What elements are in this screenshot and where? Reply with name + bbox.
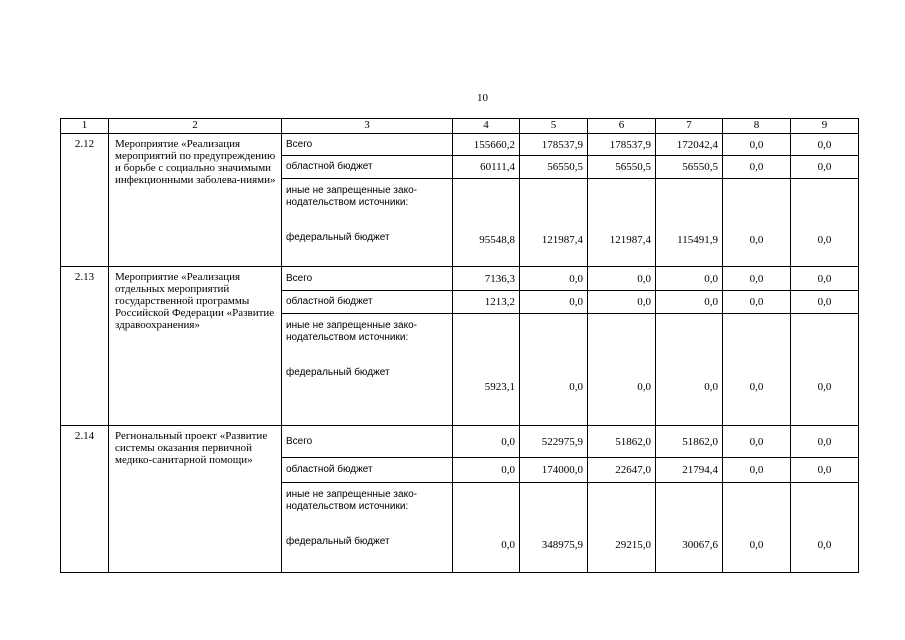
value-cell: 7136,3 <box>453 267 520 291</box>
value-cell: 0,0 <box>723 267 791 291</box>
value-cell: 348975,9 <box>520 483 588 573</box>
value-cell: 0,0 <box>791 179 859 267</box>
value-cell: 0,0 <box>723 314 791 426</box>
value-cell: 121987,4 <box>588 179 656 267</box>
value-cell: 51862,0 <box>656 426 723 458</box>
other-sources-label: иные не запрещенные зако-нодательством источники: <box>286 320 417 343</box>
measure-name: Мероприятие «Реализация отдельных мероприятий государственной программы Российской Федерации «Развитие здравоохранения» <box>109 267 282 426</box>
measure-id: 2.12 <box>61 134 109 267</box>
value-cell: 5923,1 <box>453 314 520 426</box>
measure-id: 2.13 <box>61 267 109 426</box>
federal-budget-label: федеральный бюджет <box>286 536 390 547</box>
value-cell: 178537,9 <box>520 134 588 156</box>
value-cell: 29215,0 <box>588 483 656 573</box>
value-cell: 0,0 <box>520 314 588 426</box>
source-label-regional: областной бюджет <box>282 458 453 483</box>
column-header: 7 <box>656 119 723 134</box>
federal-budget-label: федеральный бюджет <box>286 367 390 378</box>
value-cell: 0,0 <box>791 134 859 156</box>
value-cell: 522975,9 <box>520 426 588 458</box>
value-cell: 0,0 <box>723 458 791 483</box>
source-label-other <box>282 314 453 426</box>
page-number: 10 <box>477 92 488 104</box>
value-cell: 0,0 <box>588 314 656 426</box>
table-row-total <box>61 134 859 156</box>
value-cell: 0,0 <box>791 458 859 483</box>
table-row-total <box>61 267 859 291</box>
column-header: 8 <box>723 119 791 134</box>
value-cell: 0,0 <box>791 156 859 179</box>
value-cell: 51862,0 <box>588 426 656 458</box>
value-cell: 1213,2 <box>453 291 520 314</box>
value-cell: 178537,9 <box>588 134 656 156</box>
value-cell: 60111,4 <box>453 156 520 179</box>
value-cell: 0,0 <box>723 156 791 179</box>
value-cell: 0,0 <box>791 483 859 573</box>
value-cell: 0,0 <box>520 291 588 314</box>
column-header: 3 <box>282 119 453 134</box>
table-header-row <box>61 119 859 134</box>
value-cell: 121987,4 <box>520 179 588 267</box>
value-cell: 95548,8 <box>453 179 520 267</box>
value-cell: 0,0 <box>791 314 859 426</box>
value-cell: 0,0 <box>453 458 520 483</box>
source-label-other <box>282 483 453 573</box>
value-cell: 115491,9 <box>656 179 723 267</box>
column-header: 5 <box>520 119 588 134</box>
measure-id: 2.14 <box>61 426 109 573</box>
value-cell: 0,0 <box>723 291 791 314</box>
table-row-total <box>61 426 859 458</box>
value-cell: 30067,6 <box>656 483 723 573</box>
value-cell: 172042,4 <box>656 134 723 156</box>
other-sources-label: иные не запрещенные зако-нодательством источники: <box>286 489 417 512</box>
value-cell: 155660,2 <box>453 134 520 156</box>
column-header: 1 <box>61 119 109 134</box>
value-cell: 0,0 <box>723 426 791 458</box>
source-label-regional: областной бюджет <box>282 291 453 314</box>
column-header: 4 <box>453 119 520 134</box>
other-sources-label: иные не запрещенные зако-нодательством источники: <box>286 185 417 208</box>
value-cell: 0,0 <box>588 267 656 291</box>
value-cell: 56550,5 <box>656 156 723 179</box>
source-label-total: Всего <box>282 426 453 458</box>
value-cell: 0,0 <box>723 179 791 267</box>
budget-table <box>60 118 859 573</box>
value-cell: 0,0 <box>791 267 859 291</box>
source-label-other <box>282 179 453 267</box>
value-cell: 0,0 <box>656 267 723 291</box>
value-cell: 0,0 <box>453 483 520 573</box>
federal-budget-label: федеральный бюджет <box>286 232 390 243</box>
source-label-total: Всего <box>282 134 453 156</box>
value-cell: 56550,5 <box>520 156 588 179</box>
value-cell: 0,0 <box>723 483 791 573</box>
measure-name: Регнональный проект «Развитие системы оказания первичной медико-санитарной помощи» <box>109 426 282 573</box>
value-cell: 0,0 <box>588 291 656 314</box>
value-cell: 0,0 <box>656 291 723 314</box>
source-label-total: Всего <box>282 267 453 291</box>
column-header: 2 <box>109 119 282 134</box>
value-cell: 56550,5 <box>588 156 656 179</box>
value-cell: 0,0 <box>520 267 588 291</box>
value-cell: 0,0 <box>791 291 859 314</box>
value-cell: 174000,0 <box>520 458 588 483</box>
measure-name: Мероприятие «Реализация мероприятий по предупреждению и борьбе с социально значимыми инфекционными заболева-ниями» <box>109 134 282 267</box>
value-cell: 21794,4 <box>656 458 723 483</box>
value-cell: 0,0 <box>453 426 520 458</box>
value-cell: 22647,0 <box>588 458 656 483</box>
column-header: 9 <box>791 119 859 134</box>
source-label-regional: областной бюджет <box>282 156 453 179</box>
value-cell: 0,0 <box>723 134 791 156</box>
column-header: 6 <box>588 119 656 134</box>
value-cell: 0,0 <box>656 314 723 426</box>
value-cell: 0,0 <box>791 426 859 458</box>
